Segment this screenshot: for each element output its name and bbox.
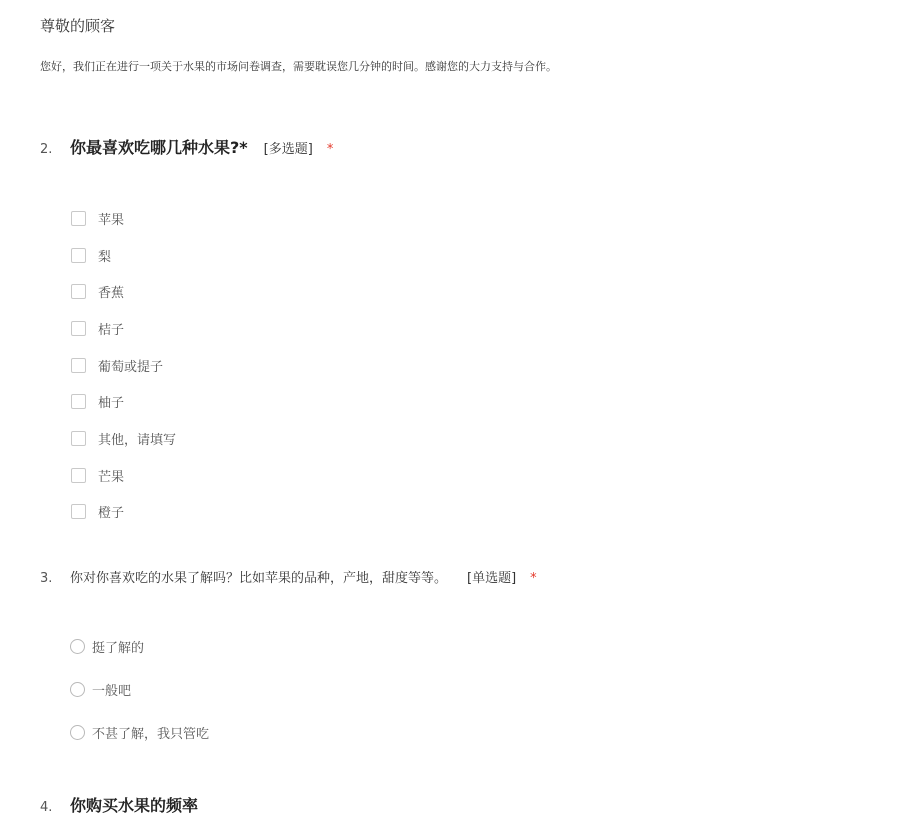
question-number: 4. <box>40 800 53 815</box>
checkbox[interactable] <box>71 248 86 263</box>
option-pomelo[interactable] <box>71 391 124 411</box>
option-grape[interactable] <box>71 355 163 375</box>
radio-button[interactable] <box>70 725 85 740</box>
option-tangerine[interactable] <box>71 318 124 338</box>
option-know-well[interactable] <box>70 636 144 656</box>
question-2-header <box>40 135 333 158</box>
option-not-really[interactable] <box>70 722 209 742</box>
option-label: 葡萄或提子 <box>98 359 164 375</box>
option-label: 梨 <box>98 249 112 265</box>
question-type-label: [单选题] <box>467 571 517 586</box>
option-label: 橙子 <box>98 505 125 521</box>
question-title: 你最喜欢吃哪几种水果?* <box>70 138 248 157</box>
option-apple[interactable] <box>71 208 124 228</box>
question-number: 3. <box>40 571 53 586</box>
option-label: 芒果 <box>98 469 125 485</box>
radio-button[interactable] <box>70 639 85 654</box>
option-mango[interactable] <box>71 465 124 485</box>
checkbox[interactable] <box>71 431 86 446</box>
option-label: 柚子 <box>98 395 125 411</box>
option-label: 香蕉 <box>98 285 125 301</box>
option-label: 桔子 <box>98 322 125 338</box>
checkbox[interactable] <box>71 504 86 519</box>
survey-intro: 您好，我们正在进行一项关于水果的市场问卷调查，需要耽误您几分钟的时间。感谢您的大力支持与合作。 <box>40 60 557 73</box>
option-label: 苹果 <box>98 212 125 228</box>
checkbox[interactable] <box>71 468 86 483</box>
option-so-so[interactable] <box>70 679 131 699</box>
option-label: 不甚了解，我只管吃 <box>92 726 210 742</box>
checkbox[interactable] <box>71 321 86 336</box>
option-orange[interactable] <box>71 501 124 521</box>
radio-button[interactable] <box>70 682 85 697</box>
option-label: 挺了解的 <box>92 640 145 656</box>
checkbox[interactable] <box>71 394 86 409</box>
checkbox[interactable] <box>71 284 86 299</box>
survey-greeting: 尊敬的顾客 <box>40 17 116 35</box>
question-type-label: [多选题] <box>263 142 313 157</box>
question-number: 2. <box>40 142 53 157</box>
question-title: 你对你喜欢吃的水果了解吗？比如苹果的品种，产地，甜度等等。 <box>70 571 448 586</box>
required-marker: * <box>530 571 537 586</box>
question-title: 你购买水果的频率 <box>70 796 199 815</box>
required-marker: * <box>326 142 334 157</box>
option-pear[interactable] <box>71 245 111 265</box>
option-label: 一般吧 <box>92 683 132 699</box>
option-banana[interactable] <box>71 281 124 301</box>
option-other[interactable] <box>71 428 176 448</box>
option-label: 其他，请填写 <box>98 432 177 448</box>
question-4-header <box>40 793 198 816</box>
checkbox[interactable] <box>71 358 86 373</box>
question-3-header <box>40 567 537 586</box>
checkbox[interactable] <box>71 211 86 226</box>
